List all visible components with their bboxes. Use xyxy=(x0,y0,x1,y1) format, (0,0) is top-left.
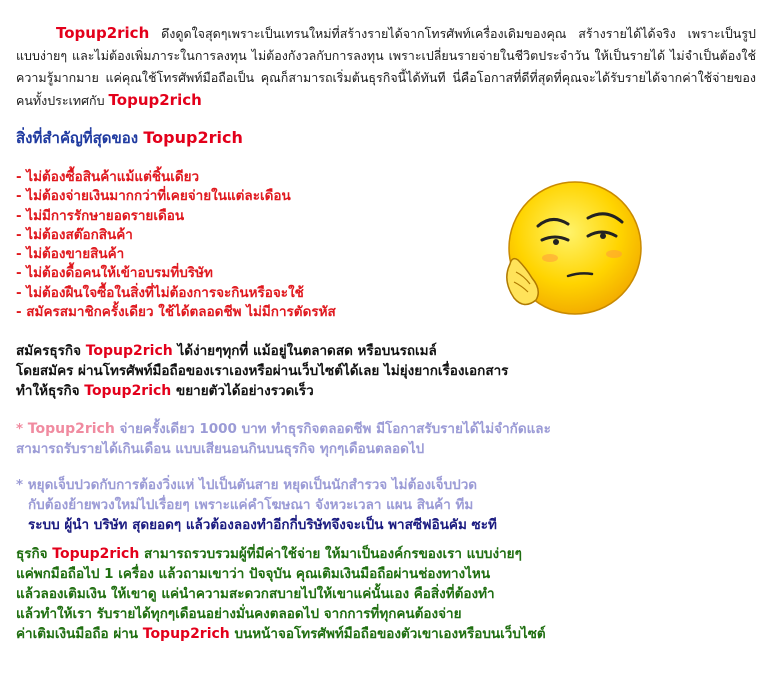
text-line: แล้วลองเติมเงิน ให้เขาดู แค่นำความสะดวกสบายไปให้เขาแค่นั้นเอง คือสิ่งที่ต้องทำ xyxy=(16,586,495,602)
list-item: - สมัครสมาชิกครั้งเดียว ใช้ได้ตลอดชีพ ไม่มีการตัดรหัส xyxy=(16,304,336,321)
benefit-list xyxy=(16,168,336,322)
text-line: แค่พกมือถือไป 1 เครื่อง แล้วถามเขาว่า ปัจจุบัน คุณเติมเงินมือถือผ่านช่องทางไหน xyxy=(16,566,491,582)
price-block xyxy=(16,419,551,459)
intro-text: ดึงดูดใจสุดๆเพราะเป็นเทรนใหม่ที่สร้างรายได้จากโทรศัพท์เครื่องเดิมของคุณ สร้างรายได้ได้จริง เพราะเป็นรูปแบบง่ายๆ และไม่ต้องเพิ่มภาระในการลงทุน ไม่ต้องกังวลกับการลงทุน เพราะเปลี่ยนรายจ่ายในชีวิตประจำวัน ให้เป็นรายได้ ไม่จำเป็นต้องใช้ความรู้มากมาย แค่คุณใช้โทรศัพท์มือถือเป็น คุณก็สามารถเริ่มต้นธุรกิจนี้ได้ทันที นี่คือโอกาสที่ดีที่สุดที่คุณจะได้รับรายได้จากค่าใช้จ่ายของคนทั้งประเทศกับ xyxy=(16,26,756,108)
business-block xyxy=(16,544,546,644)
text-line: สมัครธุรกิจ Topup2rich ได้ง่ายๆทุกที่ แม้อยู่ในตลาดสด หรือบนรถเมล์ xyxy=(16,343,437,359)
list-item: - ไม่ต้องซื้อสินค้าแม้แต่ชิ้นเดียว xyxy=(16,169,200,185)
brand-name: Topup2rich xyxy=(85,343,173,359)
text-line: สามารถรับรายได้เกินเดือน แบบเสียนอนกินบนธุรกิจ ทุกๆเดือนตลอดไป xyxy=(16,441,425,457)
list-item: - ไม่มีการรักษายอดรายเดือน xyxy=(16,207,185,224)
brand-name: Topup2rich xyxy=(52,546,140,562)
text-line: โดยสมัคร ผ่านโทรศัพท์มือถือของเราเองหรือผ่านเว็บไซต์ได้เลย ไม่ยุ่งยากเรื่องเอกสาร xyxy=(16,363,509,379)
brand-name: Topup2rich xyxy=(84,383,172,399)
brand-name: Topup2rich xyxy=(142,626,230,642)
text-line: แล้วทำให้เรา รับรายได้ทุกๆเดือนอย่างมั่นคงตลอดไป จากการที่ทุกคนต้องจ่าย xyxy=(16,606,462,622)
text-line: กับต้องย้ายพวงใหม่ไปเรื่อยๆ เพราะแค่คำโฆษณา จังหวะเวลา แผน สินค้า ทีม xyxy=(28,497,474,513)
brand-name: Topup2rich xyxy=(108,91,202,109)
signup-block xyxy=(16,341,508,401)
text-line: * Topup2rich จ่ายครั้งเดียว 1000 บาท ทำธุรกิจตลอดชีพ มีโอกาสรับรายได้ไม่จำกัดและ xyxy=(16,421,551,437)
section-heading xyxy=(16,126,243,150)
heading-text: สิ่งที่สำคัญที่สุดของ xyxy=(16,129,139,147)
text-line: ทำให้ธุรกิจ Topup2rich ขยายตัวได้อย่างรวดเร็ว xyxy=(16,383,314,399)
brand-name: Topup2rich xyxy=(27,421,115,437)
brand-name: Topup2rich xyxy=(143,128,243,147)
text-line: ธุรกิจ Topup2rich สามารถรวบรวมผู้ที่มีค่าใช้จ่าย ให้มาเป็นองค์กรของเรา แบบง่ายๆ xyxy=(16,546,522,562)
list-item: - ไม่ต้องดื้อคนให้เข้าอบรมที่บริษัท xyxy=(16,265,213,282)
text-line: ค่าเติมเงินมือถือ ผ่าน Topup2rich บนหน้าจอโทรศัพท์มือถือของตัวเขาเองหรือบนเว็บไซต์ xyxy=(16,626,546,642)
intro-paragraph xyxy=(16,22,756,112)
text-line: * หยุดเจ็บปวดกับการต้องวิ่งแห่ ไปเป็นตันสาย หยุดเป็นนักสำรวจ ไม่ต้องเจ็บปวด xyxy=(16,477,478,493)
thinking-face-icon xyxy=(480,168,650,338)
brand-name: Topup2rich xyxy=(56,24,150,42)
passive-income-block xyxy=(16,475,497,535)
list-item: - ไม่ต้องจ่ายเงินมากกว่าที่เคยจ่ายในแต่ละเดือน xyxy=(16,188,291,205)
text-line: ระบบ ผู้นำ บริษัท สุดยอดๆ แล้วต้องลองทำอีกกี่บริษัทจึงจะเป็น พาสซีฟอินคัม ซะที xyxy=(28,517,497,533)
list-item: - ไม่ต้องขายสินค้า xyxy=(16,246,125,263)
list-item: - ไม่ต้องสต๊อกสินค้า xyxy=(16,226,133,243)
list-item: - ไม่ต้องฝืนใจซื้อในสิ่งที่ไม่ต้องการจะกินหรือจะใช้ xyxy=(16,284,304,301)
